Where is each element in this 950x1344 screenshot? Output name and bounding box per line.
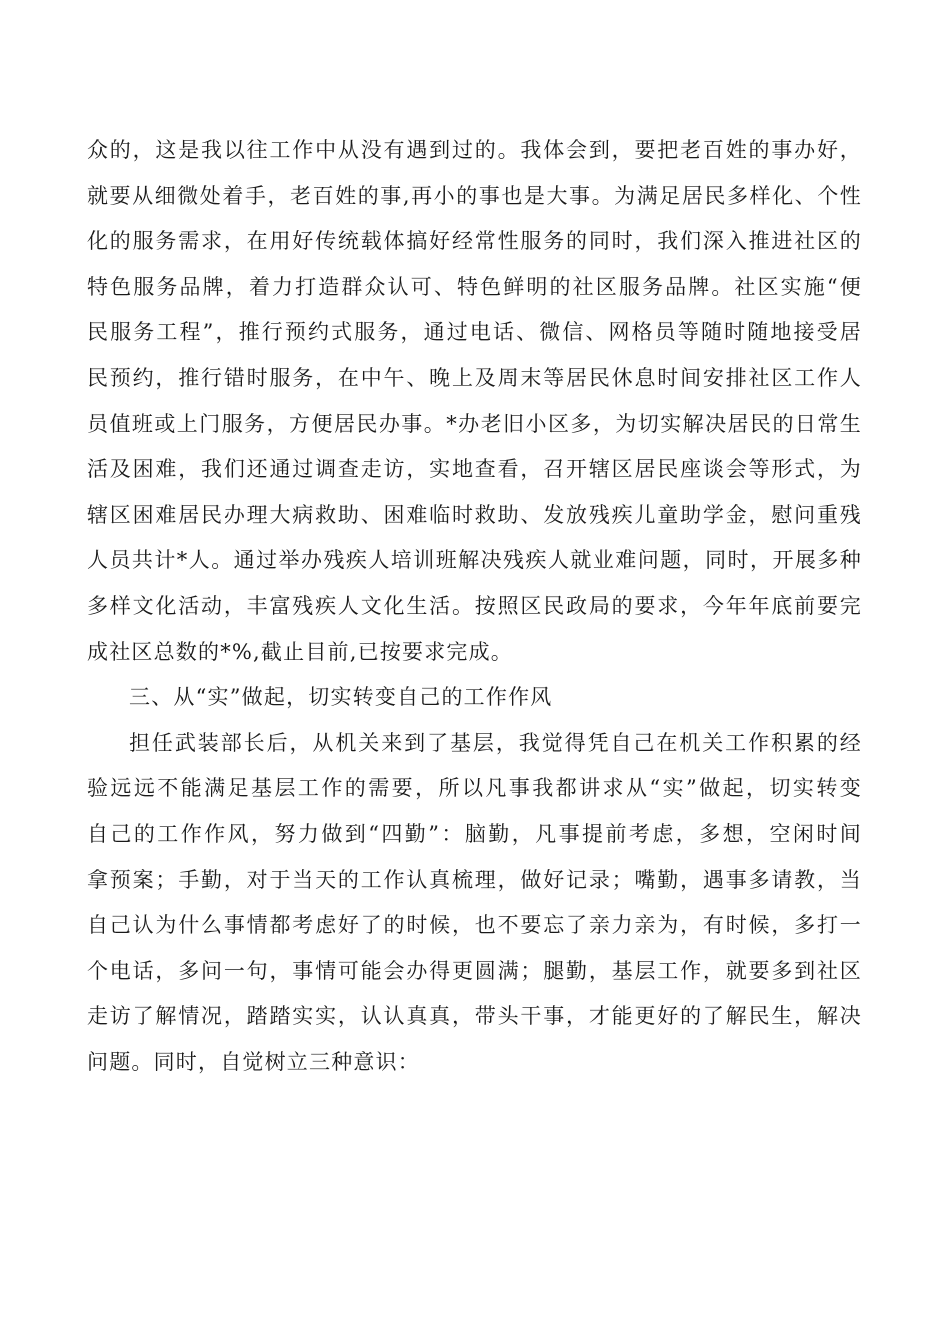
- paragraph-1-line-1: 众的，这是我以往工作中从没有遇到过的。我体会到，要把老百姓的事办好，: [87, 138, 862, 162]
- paragraph-2-line-7: 走访了解情况，踏踏实实，认认真真，带头干事，才能更好的了解民生，解决: [87, 1004, 862, 1029]
- paragraph-2-line-2: 验远远不能满足基层工作的需要，所以凡事我都讲求从“实”做起，切实转变: [87, 776, 862, 801]
- paragraph-2-line-3: 自己的工作作风，努力做到“四勤”：脑勤，凡事提前考虑，多想，空闲时间: [87, 821, 862, 846]
- paragraph-1-line-3: 化的服务需求，在用好传统载体搞好经常性服务的同时，我们深入推进社区的: [87, 229, 862, 254]
- paragraph-2-line-6: 个电话，多问一句，事情可能会办得更圆满；腿勤，基层工作，就要多到社区: [87, 958, 862, 983]
- paragraph-1-line-11: 多样文化活动，丰富残疾人文化生活。按照区民政局的要求，今年年底前要完: [87, 593, 862, 618]
- paragraph-2-line-5: 自己认为什么事情都考虑好了的时候，也不要忘了亲力亲为，有时候，多打一: [87, 913, 862, 938]
- paragraph-1-line-12: 成社区总数的*%,截止目前,已按要求完成。: [87, 639, 514, 664]
- section-heading: 三、从“实”做起，切实转变自己的工作作风: [129, 685, 553, 710]
- paragraph-1-line-10: 人员共计*人。通过举办残疾人培训班解决残疾人就业难问题，同时，开展多种: [87, 548, 862, 573]
- document-body: [87, 128, 862, 1085]
- paragraph-2-line-8: 问题。同时，自觉树立三种意识：: [87, 1049, 420, 1074]
- paragraph-1-line-2: 就要从细微处着手，老百姓的事,再小的事也是大事。为满足居民多样化、个性: [87, 183, 862, 208]
- paragraph-2-line-1: 担任武装部长后，从机关来到了基层，我觉得凭自己在机关工作积累的经: [129, 730, 862, 755]
- paragraph-1-line-8: 活及困难，我们还通过调查走访，实地查看，召开辖区居民座谈会等形式，为: [87, 457, 862, 482]
- paragraph-1-line-7: 员值班或上门服务，方便居民办事。*办老旧小区多，为切实解决居民的日常生: [87, 411, 862, 436]
- paragraph-1-line-4: 特色服务品牌，着力打造群众认可、特色鲜明的社区服务品牌。社区实施“便: [87, 274, 862, 299]
- paragraph-2-line-4: 拿预案；手勤，对于当天的工作认真梳理，做好记录；嘴勤，遇事多请教，当: [87, 867, 862, 892]
- paragraph-1-line-5: 民服务工程”，推行预约式服务，通过电话、微信、网格员等随时随地接受居: [87, 320, 862, 345]
- paragraph-1-line-9: 辖区困难居民办理大病救助、困难临时救助、发放残疾儿童助学金，慰问重残: [87, 502, 862, 527]
- paragraph-1-line-6: 民预约，推行错时服务，在中午、晚上及周末等居民休息时间安排社区工作人: [87, 365, 862, 390]
